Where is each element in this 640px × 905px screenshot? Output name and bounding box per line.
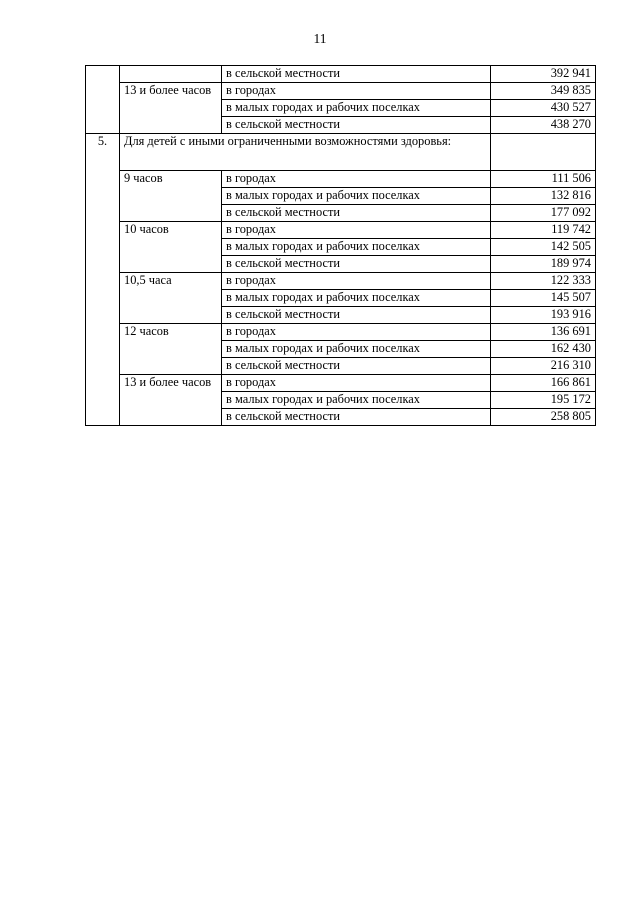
- location-cell: в сельской местности: [222, 256, 491, 273]
- section-header-row: [86, 134, 596, 171]
- value-cell: 132 816: [491, 188, 596, 205]
- value-cell: 145 507: [491, 290, 596, 307]
- location-cell: в городах: [222, 83, 491, 100]
- value-cell: 166 861: [491, 375, 596, 392]
- value-cell: 136 691: [491, 324, 596, 341]
- table-row: [86, 83, 596, 100]
- location-cell: в сельской местности: [222, 66, 491, 83]
- table-row: [86, 324, 596, 341]
- hours-cell: 9 часов: [120, 171, 222, 222]
- value-cell: 177 092: [491, 205, 596, 222]
- location-cell: в малых городах и рабочих поселках: [222, 392, 491, 409]
- location-cell: в городах: [222, 375, 491, 392]
- value-cell: 111 506: [491, 171, 596, 188]
- value-cell: 216 310: [491, 358, 596, 375]
- table-row: [86, 66, 596, 83]
- hours-cell: 13 и более часов: [120, 83, 222, 134]
- location-cell: в городах: [222, 273, 491, 290]
- location-cell: в малых городах и рабочих поселках: [222, 341, 491, 358]
- section-title: Для детей с иными ограниченными возможностями здоровья:: [120, 134, 491, 171]
- location-cell: в городах: [222, 171, 491, 188]
- value-cell: 142 505: [491, 239, 596, 256]
- location-cell: в малых городах и рабочих поселках: [222, 239, 491, 256]
- hours-cell: 12 часов: [120, 324, 222, 375]
- value-cell: 392 941: [491, 66, 596, 83]
- value-cell: 430 527: [491, 100, 596, 117]
- table-row: [86, 273, 596, 290]
- value-cell: 349 835: [491, 83, 596, 100]
- value-cell: 258 805: [491, 409, 596, 426]
- hours-cell: 10 часов: [120, 222, 222, 273]
- number-cell: [86, 66, 120, 134]
- page-number: 11: [313, 31, 327, 46]
- value-cell: 195 172: [491, 392, 596, 409]
- value-cell: 193 916: [491, 307, 596, 324]
- location-cell: в малых городах и рабочих поселках: [222, 100, 491, 117]
- value-cell: 189 974: [491, 256, 596, 273]
- table-row: [86, 375, 596, 392]
- location-cell: в городах: [222, 324, 491, 341]
- section-number: 5.: [86, 134, 120, 426]
- table-body: [86, 66, 596, 426]
- location-cell: в сельской местности: [222, 409, 491, 426]
- hours-cell: 13 и более часов: [120, 375, 222, 426]
- location-cell: в сельской местности: [222, 307, 491, 324]
- location-cell: в малых городах и рабочих поселках: [222, 290, 491, 307]
- location-cell: в малых городах и рабочих поселках: [222, 188, 491, 205]
- value-cell: 438 270: [491, 117, 596, 134]
- cost-table: [85, 65, 596, 426]
- location-cell: в сельской местности: [222, 205, 491, 222]
- value-cell: [491, 134, 596, 171]
- location-cell: в сельской местности: [222, 117, 491, 134]
- hours-cell: 10,5 часа: [120, 273, 222, 324]
- table-row: [86, 171, 596, 188]
- hours-cell: [120, 66, 222, 83]
- table-row: [86, 222, 596, 239]
- value-cell: 162 430: [491, 341, 596, 358]
- location-cell: в сельской местности: [222, 358, 491, 375]
- location-cell: в городах: [222, 222, 491, 239]
- value-cell: 119 742: [491, 222, 596, 239]
- value-cell: 122 333: [491, 273, 596, 290]
